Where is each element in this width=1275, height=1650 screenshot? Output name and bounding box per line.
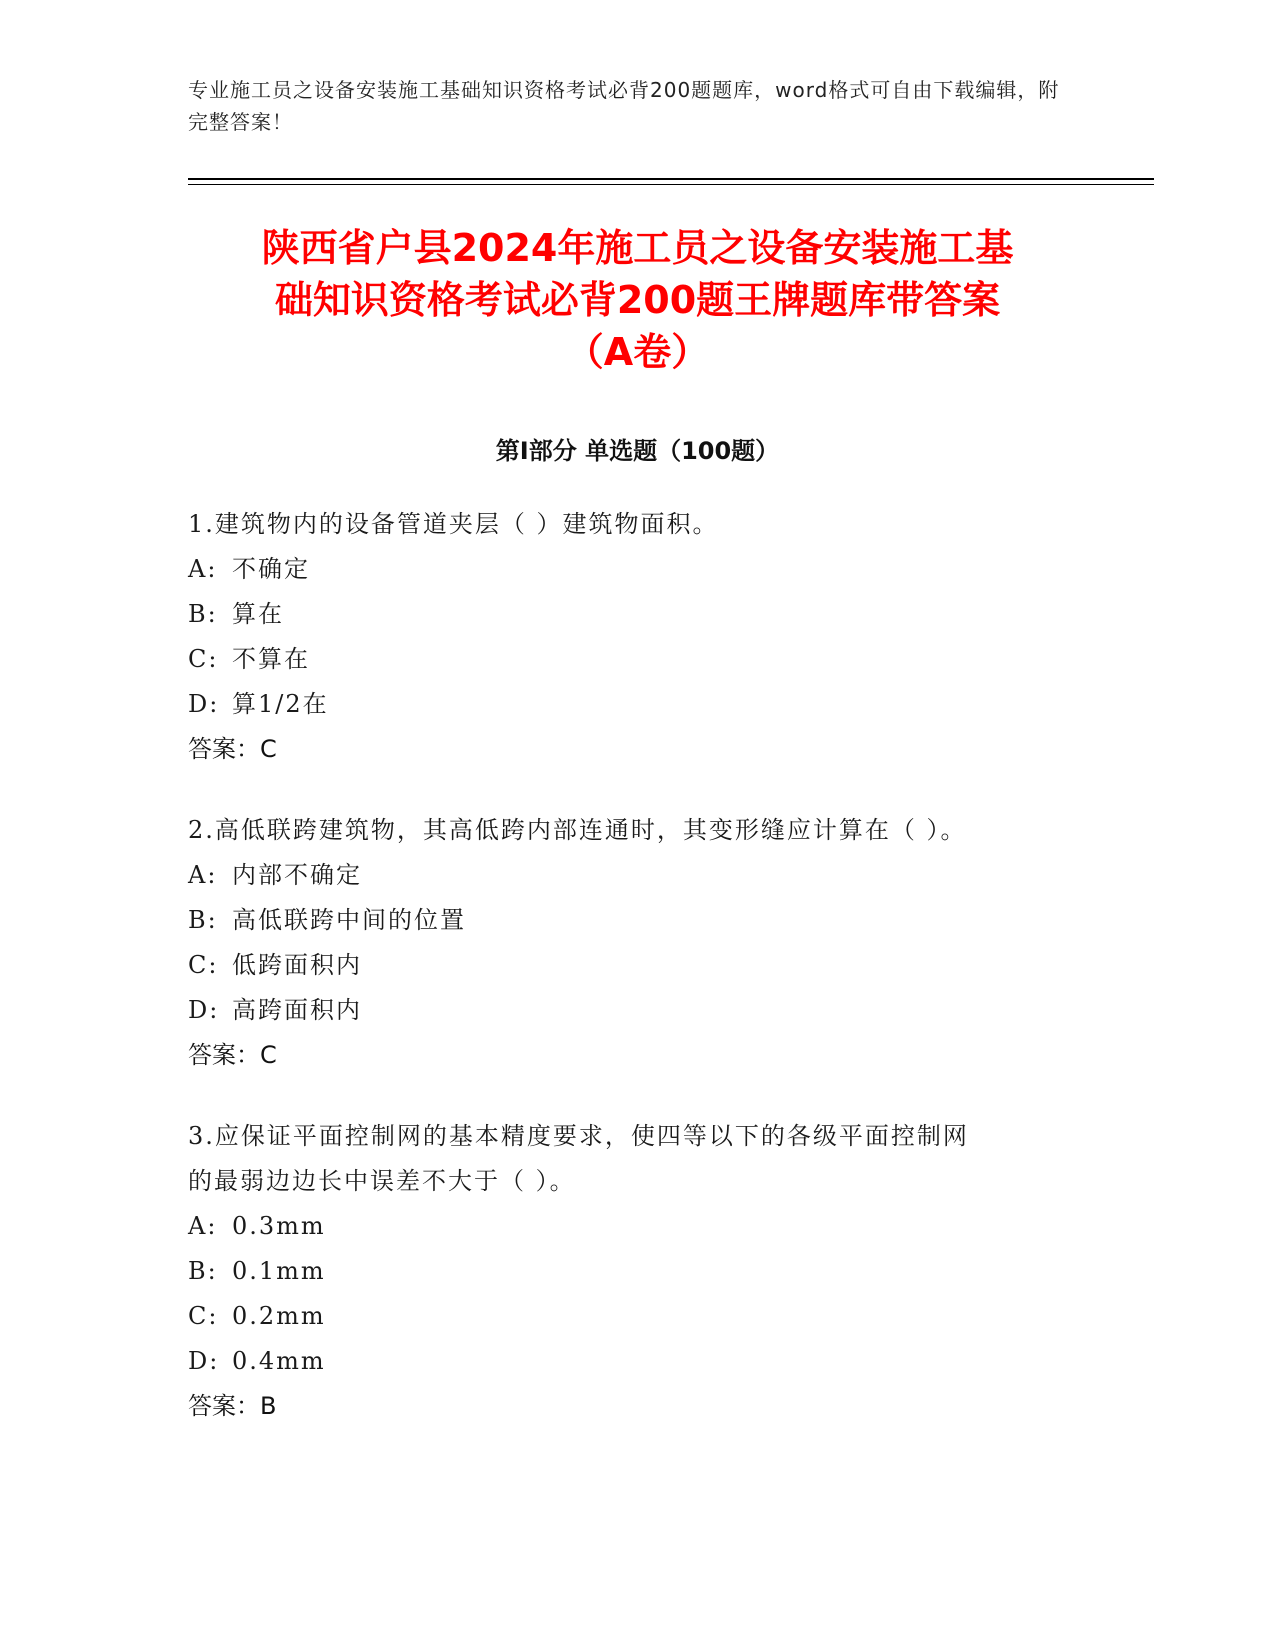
option-d <box>188 988 1068 1033</box>
option-letter: B: <box>188 1257 218 1285</box>
option-letter: A: <box>188 1212 218 1240</box>
option-c <box>188 1294 1068 1339</box>
question-stem-line-1: 3.应保证平面控制网的基本精度要求，使四等以下的各级平面控制网 <box>188 1122 969 1150</box>
option-text: 高低联跨中间的位置 <box>232 906 466 934</box>
option-text: 0.4mm <box>232 1347 326 1375</box>
option-text: 0.1mm <box>232 1257 326 1285</box>
option-text: 不算在 <box>232 645 310 673</box>
option-letter: D: <box>188 1347 220 1375</box>
option-text: 0.3mm <box>232 1212 326 1240</box>
option-c <box>188 943 1068 988</box>
option-text: 内部不确定 <box>232 861 362 889</box>
title-line-1: 陕西省户县2024年施工员之设备安装施工基 <box>261 226 1014 270</box>
option-text: 低跨面积内 <box>232 951 362 979</box>
question-2 <box>188 808 1068 1078</box>
option-b <box>188 898 1068 943</box>
document-title <box>160 222 1115 378</box>
option-a <box>188 1204 1068 1249</box>
option-text: 算在 <box>232 600 284 628</box>
question-3 <box>188 1114 1068 1429</box>
option-letter: B: <box>188 906 218 934</box>
option-d <box>188 1339 1068 1384</box>
option-a <box>188 547 1068 592</box>
option-letter: A: <box>188 861 218 889</box>
option-a <box>188 853 1068 898</box>
option-letter: A: <box>188 555 218 583</box>
option-d <box>188 682 1068 727</box>
question-stem: 2.高低联跨建筑物，其高低跨内部连通时，其变形缝应计算在（ ）。 <box>188 816 967 844</box>
option-c <box>188 637 1068 682</box>
option-letter: C: <box>188 645 219 673</box>
option-letter: D: <box>188 996 220 1024</box>
option-text: 算1/2在 <box>232 690 329 718</box>
option-b <box>188 592 1068 637</box>
option-text: 不确定 <box>232 555 310 583</box>
option-b <box>188 1249 1068 1294</box>
question-stem: 1.建筑物内的设备管道夹层（ ）建筑物面积。 <box>188 510 719 538</box>
option-text: 0.2mm <box>232 1302 326 1330</box>
answer-line: 答案：C <box>188 1041 277 1069</box>
title-line-3: （A卷） <box>565 330 710 374</box>
section-title: 第Ⅰ部分 单选题（100题） <box>495 437 780 465</box>
question-1 <box>188 502 1068 772</box>
answer-line: 答案：C <box>188 735 277 763</box>
header-divider-thick <box>188 178 1154 180</box>
header-note: 专业施工员之设备安装施工基础知识资格考试必背200题题库，word格式可自由下载编辑，附完整答案！ <box>188 78 1060 134</box>
option-text: 高跨面积内 <box>232 996 362 1024</box>
option-letter: D: <box>188 690 220 718</box>
title-line-2: 础知识资格考试必背200题王牌题库带答案 <box>274 278 1001 322</box>
option-letter: B: <box>188 600 218 628</box>
question-stem-line-2: 的最弱边边长中误差不大于（ ）。 <box>188 1167 576 1195</box>
header-divider-thin <box>188 184 1154 185</box>
option-letter: C: <box>188 951 219 979</box>
answer-line: 答案：B <box>188 1392 277 1420</box>
option-letter: C: <box>188 1302 219 1330</box>
